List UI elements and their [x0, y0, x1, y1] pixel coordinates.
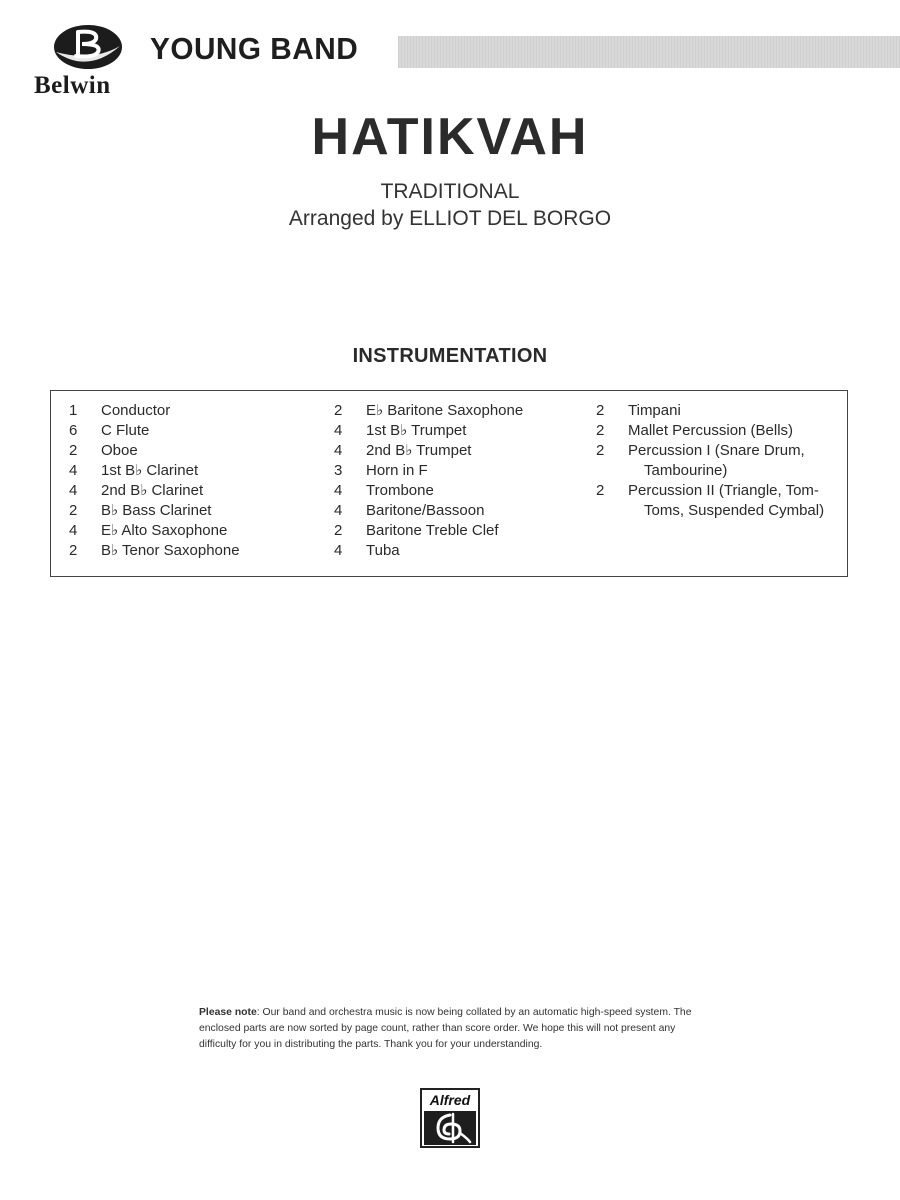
composer-credit: TRADITIONAL [380, 180, 520, 203]
instrument-row [334, 481, 594, 501]
instrument-part-count: 2 [596, 442, 605, 459]
instrument-part-count: 4 [334, 422, 343, 439]
instrument-name: 1st B♭ Trumpet [366, 422, 467, 439]
instrument-part-count: 4 [69, 522, 78, 539]
instrument-part-count [596, 501, 628, 521]
instrument-part-count: 4 [69, 482, 78, 499]
instrument-part-count: 2 [334, 522, 343, 539]
instrument-name: E♭ Baritone Saxophone [366, 402, 524, 419]
instrument-name: 1st B♭ Clarinet [101, 462, 199, 479]
instrument-name: Percussion II (Triangle, Tom- [628, 482, 819, 499]
instrument-name: Horn in F [366, 462, 428, 479]
instrument-part-count: 2 [596, 402, 605, 419]
piece-title: HATIKVAH [311, 108, 589, 166]
instrument-part-count: 2 [596, 482, 605, 499]
instrument-part-count: 4 [334, 542, 343, 559]
instrument-row [69, 481, 329, 501]
instrument-row [69, 401, 329, 421]
instrument-name: Baritone Treble Clef [366, 522, 499, 539]
instrument-name: Tambourine) [644, 462, 728, 479]
instrument-row [596, 401, 846, 421]
instrument-part-count: 2 [69, 502, 78, 519]
instrument-part-count: 4 [334, 482, 343, 499]
instrument-part-count: 4 [334, 502, 343, 519]
instrument-name: Trombone [366, 482, 434, 499]
instrument-name: Percussion I (Snare Drum, [628, 442, 805, 459]
instrument-row [596, 421, 846, 441]
instrument-name: B♭ Tenor Saxophone [101, 542, 240, 559]
instrument-name: Mallet Percussion (Bells) [628, 422, 794, 439]
instrument-name: E♭ Alto Saxophone [101, 522, 228, 539]
alfred-wordmark: Alfred [422, 1090, 478, 1110]
instrument-name: 2nd B♭ Clarinet [101, 482, 204, 499]
instrument-name: C Flute [101, 422, 150, 439]
instrumentation-heading: INSTRUMENTATION [352, 345, 548, 367]
instrument-name: Conductor [101, 402, 171, 419]
instrument-name: Timpani [628, 402, 681, 419]
instrument-part-count: 6 [69, 422, 78, 439]
instrument-row [596, 461, 846, 481]
instrument-row [69, 501, 329, 521]
instrument-name: B♭ Bass Clarinet [101, 502, 212, 519]
instrument-part-count: 4 [334, 442, 343, 459]
instrument-part-count: 2 [596, 422, 605, 439]
instrument-part-count [596, 461, 628, 481]
instrument-part-count: 1 [69, 402, 78, 419]
arranger-credit: Arranged by ELLIOT DEL BORGO [288, 207, 612, 230]
instrument-part-count: 2 [69, 442, 78, 459]
instrument-row [69, 441, 329, 461]
instrument-row [334, 521, 594, 541]
instrument-row [69, 541, 329, 561]
instrument-row [334, 501, 594, 521]
instrument-row [334, 461, 594, 481]
instrumentation-list [50, 390, 848, 577]
belwin-wordmark: Belwin [34, 72, 111, 99]
instrument-part-count: 3 [334, 462, 343, 479]
instrument-row [69, 521, 329, 541]
instrument-row [596, 441, 846, 461]
instrument-name: Toms, Suspended Cymbal) [644, 502, 825, 519]
belwin-logo [30, 22, 145, 102]
instrument-row [596, 501, 846, 521]
instrumentation-column [334, 401, 594, 561]
instrument-part-count: 4 [69, 462, 78, 479]
note-text: : Our band and orchestra music is now being collated by an automatic high-speed system. The enclosed parts are now sorted by page count, rather than score order. We hope this will not present any difficulty for you in distributing the parts. Thank you for your understanding. [199, 1007, 692, 1050]
alfred-logo [420, 1088, 480, 1148]
instrument-row [334, 421, 594, 441]
instrument-row [334, 401, 594, 421]
series-title: YOUNG BAND [150, 31, 359, 66]
series-header-bar [398, 36, 900, 68]
instrument-row [334, 441, 594, 461]
instrument-part-count: 2 [69, 542, 78, 559]
treble-clef-icon [424, 1111, 476, 1145]
instrumentation-column [596, 401, 846, 521]
note-label: Please note [199, 1007, 257, 1018]
instrument-name: 2nd B♭ Trumpet [366, 442, 472, 459]
instrument-row [69, 461, 329, 481]
collation-note [199, 1005, 709, 1053]
instrument-row [334, 541, 594, 561]
instrument-name: Baritone/Bassoon [366, 502, 485, 519]
instrumentation-column [69, 401, 329, 561]
instrument-row [69, 421, 329, 441]
instrument-name: Tuba [366, 542, 400, 559]
instrument-name: Oboe [101, 442, 138, 459]
instrument-part-count: 2 [334, 402, 343, 419]
belwin-b-emblem-icon [52, 22, 124, 72]
instrument-row [596, 481, 846, 501]
